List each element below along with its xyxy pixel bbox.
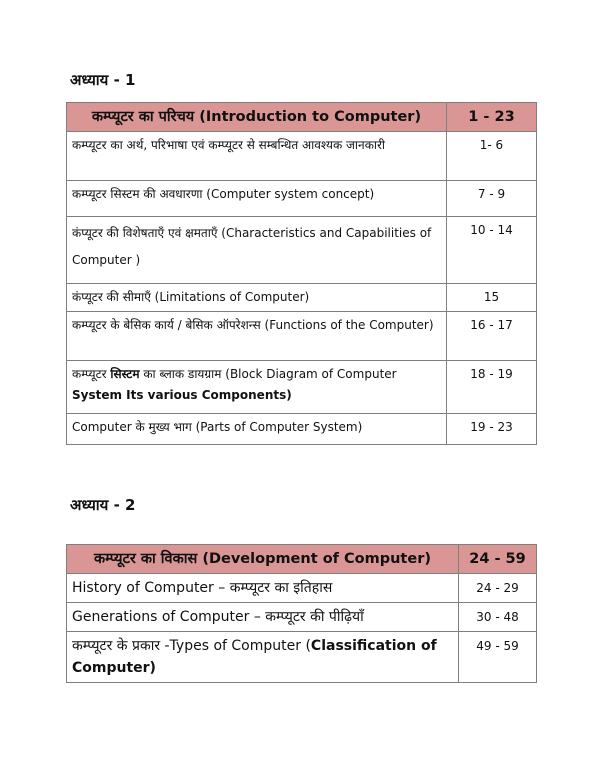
topic-text: कम्प्यूटर के बेसिक कार्य / बेसिक ऑपरेशन्स (Functions of the Computer) [67,312,447,361]
table-row [67,284,537,312]
table-row [67,312,537,361]
topic-text-bold: सिस्टम [110,367,140,381]
topic-pages: 49 - 59 [459,632,537,683]
table-row [67,632,537,683]
topic-text: कम्प्यूटर का अर्थ, परिभाषा एवं कम्प्यूटर से सम्बन्धित आवश्यक जानकारी [67,132,447,181]
topic-pages: 24 - 29 [459,574,537,603]
chapter-2-page-range: 24 - 59 [459,545,537,574]
topic-text: Computer के मुख्य भाग (Parts of Computer System) [67,414,447,445]
topic-text: कंप्यूटर की विशेषताएँ एवं क्षमताएँ (Characteristics and Capabilities of Computer ) [67,217,447,284]
chapter-1-heading: अध्याय - 1 [70,71,136,89]
topic-text-part: कम्प्यूटर [72,367,111,381]
chapter-2-heading: अध्याय - 2 [70,496,136,514]
table-row [67,361,537,414]
table-row [67,574,537,603]
topic-pages: 1- 6 [447,132,537,181]
topic-text: Generations of Computer – कम्प्यूटर की पीढ़ियाँ [67,603,459,632]
table-row [67,414,537,445]
chapter-2-header-row [67,545,537,574]
chapter-2-contents-table [66,544,537,683]
topic-pages: 15 [447,284,537,312]
topic-pages: 18 - 19 [447,361,537,414]
topic-pages: 7 - 9 [447,181,537,217]
topic-text-part: का ब्लाक डायग्राम (Block Diagram of Computer [139,367,397,381]
chapter-1-title: कम्प्यूटर का परिचय (Introduction to Computer) [67,103,447,132]
topic-pages: 19 - 23 [447,414,537,445]
topic-pages: 10 - 14 [447,217,537,284]
topic-text-bold: Classification of Computer) [72,638,437,676]
topic-text [67,361,447,414]
table-row [67,603,537,632]
topic-text-bold: System Its various Components) [72,388,292,402]
chapter-1-page-range: 1 - 23 [447,103,537,132]
topic-text [67,632,459,683]
chapter-2-title: कम्प्यूटर का विकास (Development of Computer) [67,545,459,574]
topic-pages: 30 - 48 [459,603,537,632]
topic-pages: 16 - 17 [447,312,537,361]
topic-text: कंप्यूटर की सीमाएँ (Limitations of Computer) [67,284,447,312]
chapter-1-contents-table [66,102,537,445]
table-row [67,181,537,217]
chapter-1-header-row [67,103,537,132]
topic-text: History of Computer – कम्प्यूटर का इतिहास [67,574,459,603]
topic-text-part: कम्प्यूटर के प्रकार -Types of Computer ( [72,638,311,654]
table-row [67,217,537,284]
table-row [67,132,537,181]
topic-text: कम्प्यूटर सिस्टम की अवधारणा (Computer system concept) [67,181,447,217]
